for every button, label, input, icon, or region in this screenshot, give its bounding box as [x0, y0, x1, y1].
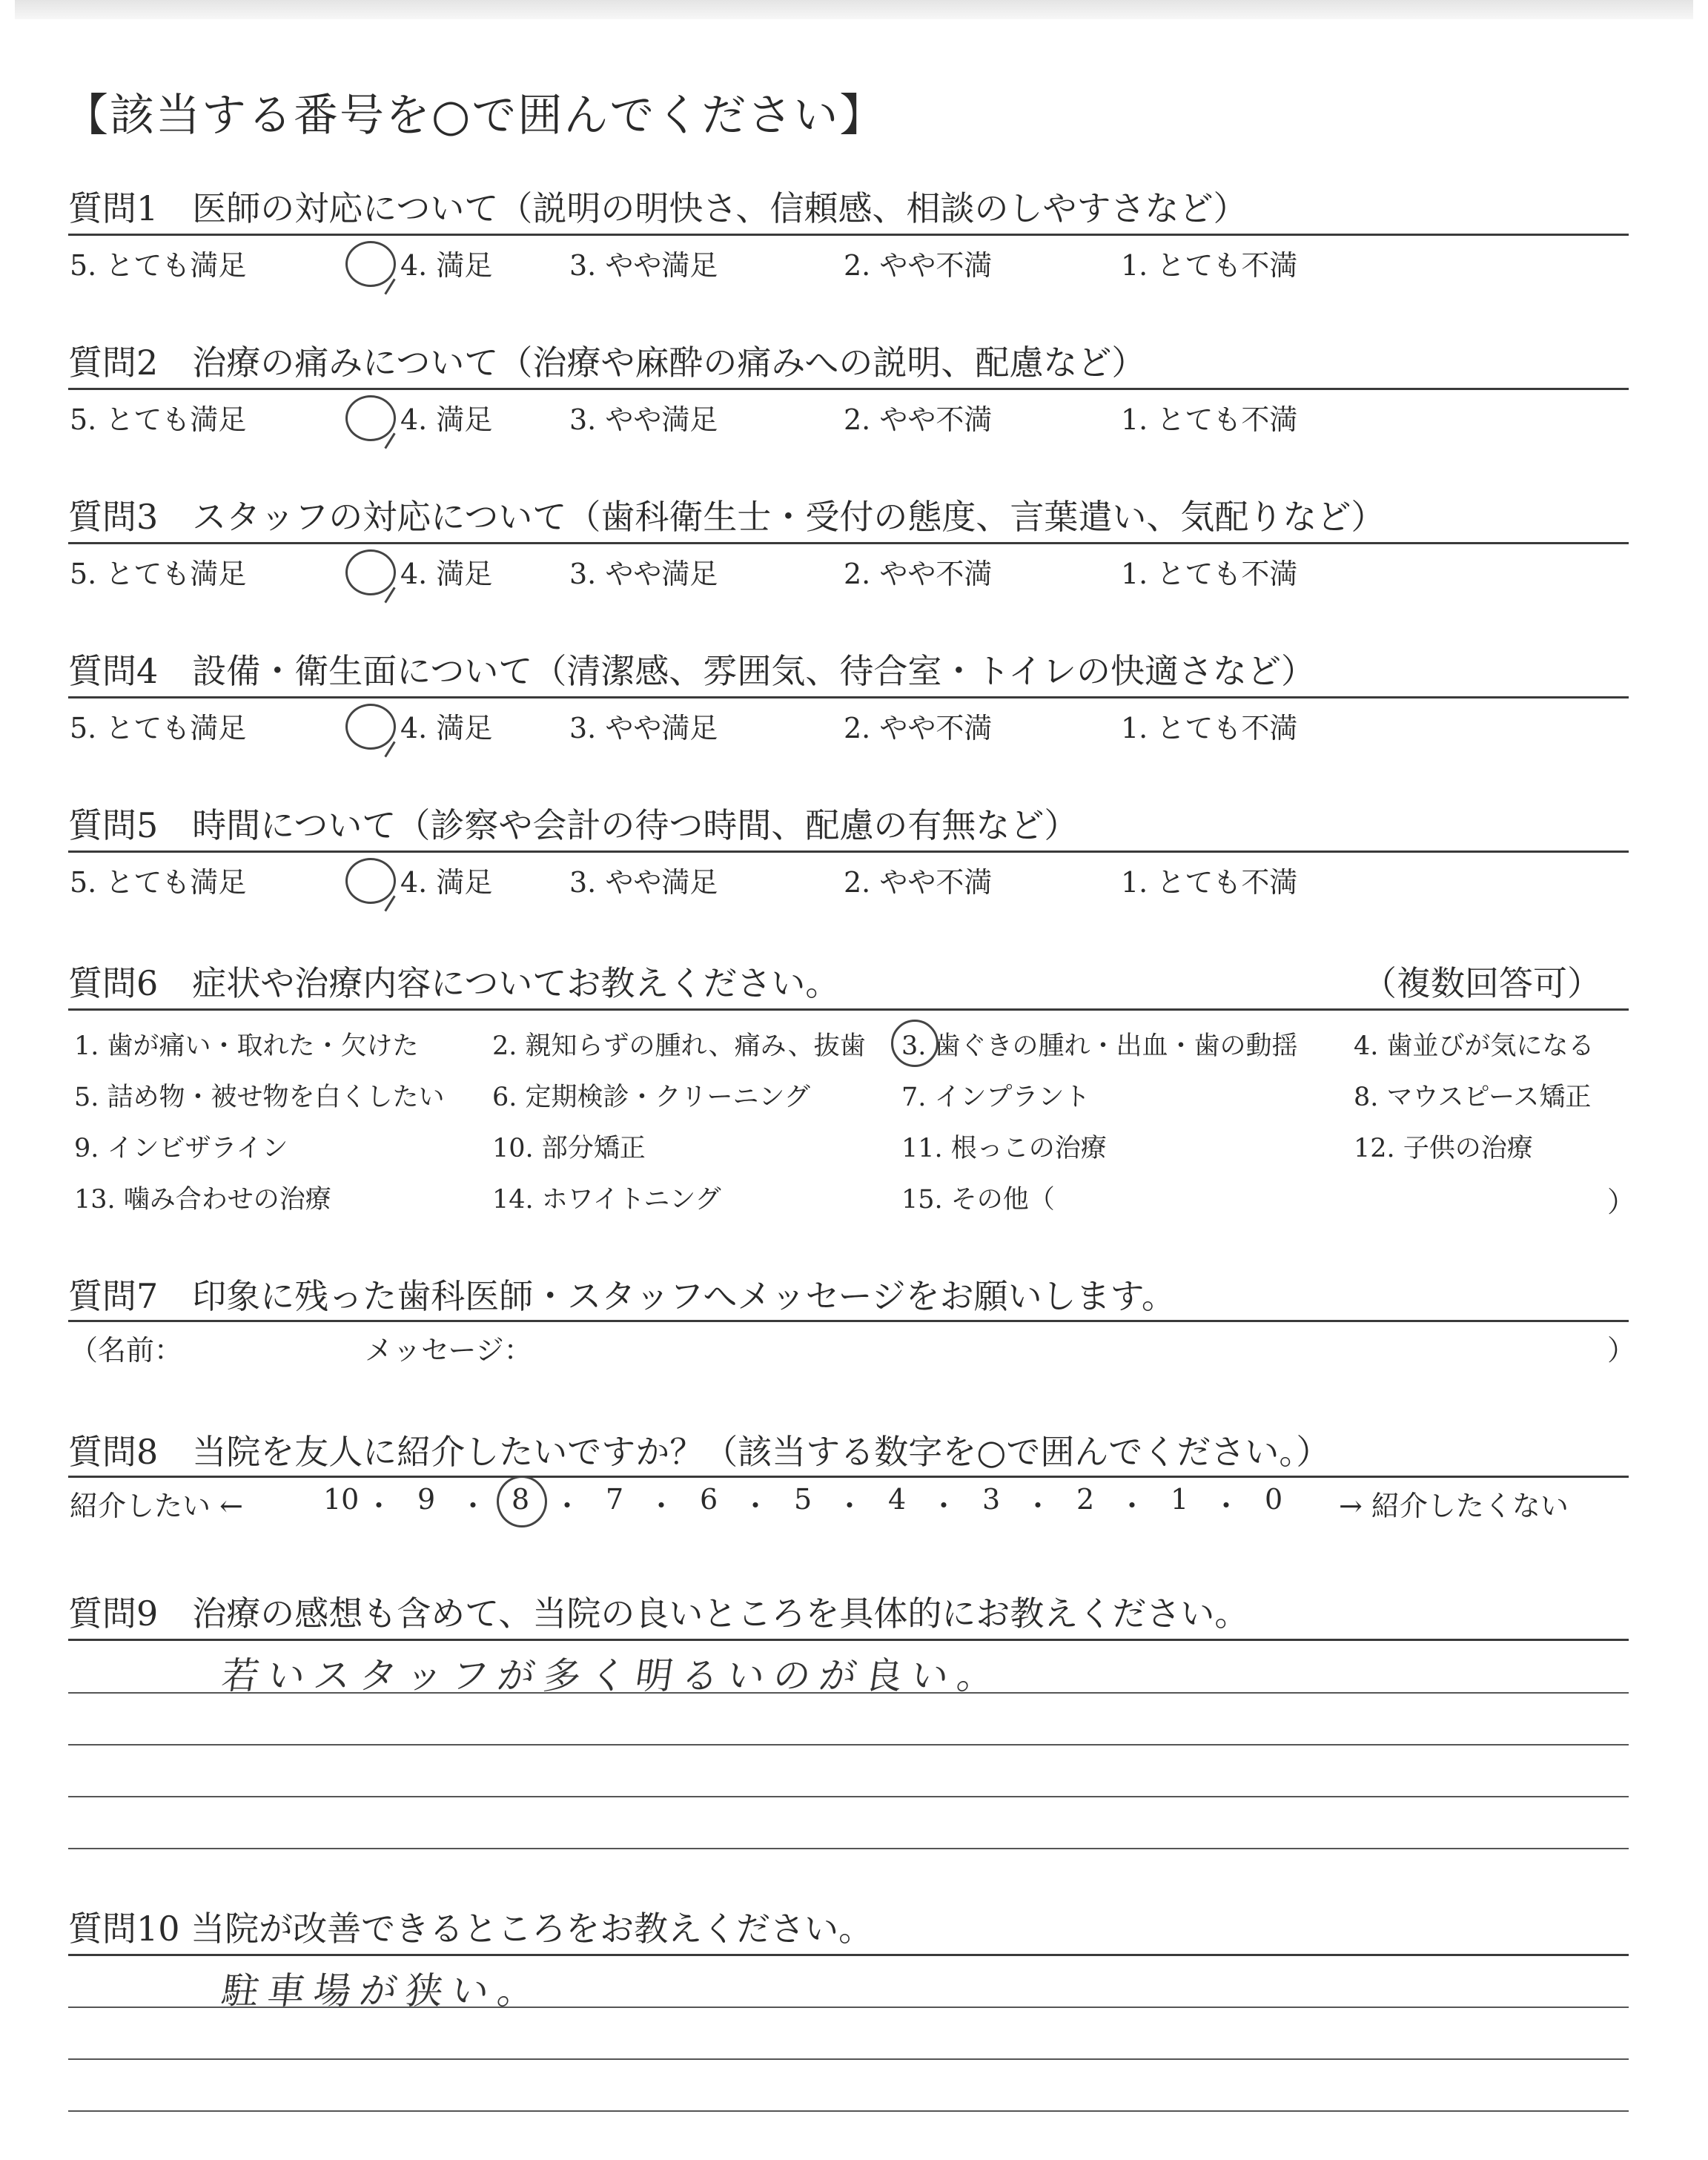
q1-option: 3. やや満足: [569, 249, 718, 282]
answer-circle: [497, 1476, 547, 1527]
q8-separator: ・: [1118, 1490, 1147, 1522]
q6-option: 12. 子供の治療: [1354, 1134, 1533, 1163]
q1-option: 4. 満足: [400, 249, 493, 282]
q2-option: 3. やや満足: [569, 403, 718, 436]
q8-scale-value: 5: [794, 1483, 812, 1516]
q10-answer-line: [68, 2110, 1629, 2112]
q3-option: 3. やや満足: [569, 558, 718, 590]
q8-scale-value: 8: [512, 1483, 530, 1516]
q8-scale-value: 10: [323, 1483, 360, 1516]
q6-option: 13. 噛み合わせの治療: [74, 1185, 331, 1215]
q4-option: 5. とても満足: [70, 712, 247, 744]
q8-separator: ・: [741, 1490, 770, 1522]
answer-circle: [345, 704, 396, 750]
q6-option: 3. 歯ぐきの腫れ・出血・歯の動揺: [901, 1031, 1298, 1061]
q6-option: 4. 歯並びが気になる: [1354, 1031, 1595, 1061]
q9-answer-line: [68, 1744, 1629, 1745]
q8-separator: ・: [365, 1490, 394, 1522]
q3-title: 質問3 スタッフの対応について（歯科衛生士・受付の態度、言葉遣い、気配りなど）: [68, 497, 1386, 537]
q6-option: 7. インプラント: [901, 1083, 1090, 1112]
q8-separator: ・: [459, 1490, 488, 1522]
q4-rule: [68, 696, 1629, 698]
answer-circle: [345, 241, 396, 287]
q10-title: 質問10 当院が改善できるところをお教えください。: [68, 1909, 873, 1949]
scan-edge: [15, 0, 1693, 19]
q6-option: 6. 定期検診・クリーニング: [492, 1083, 810, 1112]
q8-scale-value: 6: [700, 1483, 718, 1516]
q9-answer-line: [68, 1692, 1629, 1694]
answer-circle: [345, 549, 396, 595]
answer-circle: [891, 1020, 939, 1067]
q3-option: 5. とても満足: [70, 558, 247, 590]
q5-option: 3. やや満足: [569, 866, 718, 899]
q5-option: 4. 満足: [400, 866, 493, 899]
q1-rule: [68, 234, 1629, 236]
q8-scale-value: 2: [1076, 1483, 1095, 1516]
q7-message-label: メッセージ：: [365, 1334, 532, 1367]
q3-option: 1. とても不満: [1121, 558, 1298, 590]
q6-option: 11. 根っこの治療: [901, 1134, 1107, 1163]
q5-option: 2. やや不満: [844, 866, 993, 899]
q10-rule: [68, 1954, 1629, 1956]
q2-title: 質問2 治療の痛みについて（治療や麻酔の痛みへの説明、配慮など）: [68, 343, 1146, 383]
q6-option: 5. 詰め物・被せ物を白くしたい: [74, 1083, 445, 1112]
q6-close-paren: ）: [1607, 1186, 1636, 1218]
q7-close-paren: ）: [1607, 1334, 1636, 1367]
q1-option: 2. やや不満: [844, 249, 993, 282]
q8-rule: [68, 1476, 1629, 1478]
q8-separator: ・: [553, 1490, 582, 1522]
answer-circle: [345, 858, 396, 904]
q8-title: 質問8 当院を友人に紹介したいですか？（該当する数字を○で囲んでください。）: [68, 1432, 1331, 1472]
answer-circle: [345, 395, 396, 441]
q6-option: 10. 部分矯正: [492, 1134, 646, 1163]
q6-note: （複数回答可）: [1363, 963, 1601, 1003]
q6-title: 質問6 症状や治療内容についてお教えください。: [68, 963, 840, 1003]
q7-name-label: （名前：: [70, 1334, 183, 1367]
q6-option: 8. マウスピース矯正: [1354, 1083, 1592, 1112]
q9-answer-line: [68, 1796, 1629, 1797]
q2-rule: [68, 388, 1629, 390]
q9-title: 質問9 治療の感想も含めて、当院の良いところを具体的にお教えください。: [68, 1593, 1249, 1634]
q9-handwritten-answer: 若いスタッフが多く明るいのが良い。: [219, 1654, 1007, 1697]
q10-answer-line: [68, 2007, 1629, 2008]
q6-option: 1. 歯が痛い・取れた・欠けた: [74, 1031, 419, 1061]
q7-rule: [68, 1320, 1629, 1322]
q8-scale-value: 4: [888, 1483, 907, 1516]
q8-scale-value: 7: [606, 1483, 624, 1516]
q7-title: 質問7 印象に残った歯科医師・スタッフへメッセージをお願いします。: [68, 1276, 1176, 1316]
q5-rule: [68, 851, 1629, 853]
q8-scale-value: 3: [982, 1483, 1001, 1516]
q8-scale-value: 1: [1171, 1483, 1189, 1516]
q8-separator: ・: [647, 1490, 676, 1522]
q5-title: 質問5 時間について（診察や会計の待つ時間、配慮の有無など）: [68, 805, 1079, 845]
q4-option: 2. やや不満: [844, 712, 993, 744]
q3-rule: [68, 542, 1629, 544]
q2-option: 2. やや不満: [844, 403, 993, 436]
q1-option: 5. とても満足: [70, 249, 247, 282]
q8-scale-value: 9: [417, 1483, 436, 1516]
q3-option: 4. 満足: [400, 558, 493, 590]
q8-separator: ・: [1024, 1490, 1053, 1522]
q6-option: 15. その他（: [901, 1185, 1055, 1215]
q8-separator: ・: [835, 1490, 864, 1522]
q4-title: 質問4 設備・衛生面について（清潔感、雰囲気、待合室・トイレの快適さなど）: [68, 651, 1316, 691]
q10-handwritten-answer: 駐車場が狭い。: [219, 1969, 547, 2012]
q5-option: 1. とても不満: [1121, 866, 1298, 899]
q8-separator: ・: [930, 1490, 959, 1522]
q6-rule: [68, 1008, 1629, 1011]
q8-scale-value: 0: [1265, 1483, 1283, 1516]
q8-right-label: → 紹介したくない: [1339, 1490, 1569, 1522]
q9-rule: [68, 1639, 1629, 1641]
page-title: 【該当する番号を○で囲んでください】: [64, 90, 886, 142]
q8-separator: ・: [1212, 1490, 1241, 1522]
q6-option: 9. インビザライン: [74, 1134, 288, 1163]
q2-option: 1. とても不満: [1121, 403, 1298, 436]
q1-option: 1. とても不満: [1121, 249, 1298, 282]
q4-option: 3. やや満足: [569, 712, 718, 744]
q2-option: 4. 満足: [400, 403, 493, 436]
q10-answer-line: [68, 2058, 1629, 2060]
q9-answer-line: [68, 1848, 1629, 1849]
q6-option: 2. 親知らずの腫れ、痛み、抜歯: [492, 1031, 866, 1061]
q3-option: 2. やや不満: [844, 558, 993, 590]
q4-option: 4. 満足: [400, 712, 493, 744]
q1-title: 質問1 医師の対応について（説明の明快さ、信頼感、相談のしやすさなど）: [68, 188, 1248, 228]
q2-option: 5. とても満足: [70, 403, 247, 436]
q6-option: 14. ホワイトニング: [492, 1185, 721, 1215]
q5-option: 5. とても満足: [70, 866, 247, 899]
q8-left-label: 紹介したい ←: [70, 1490, 243, 1522]
q4-option: 1. とても不満: [1121, 712, 1298, 744]
